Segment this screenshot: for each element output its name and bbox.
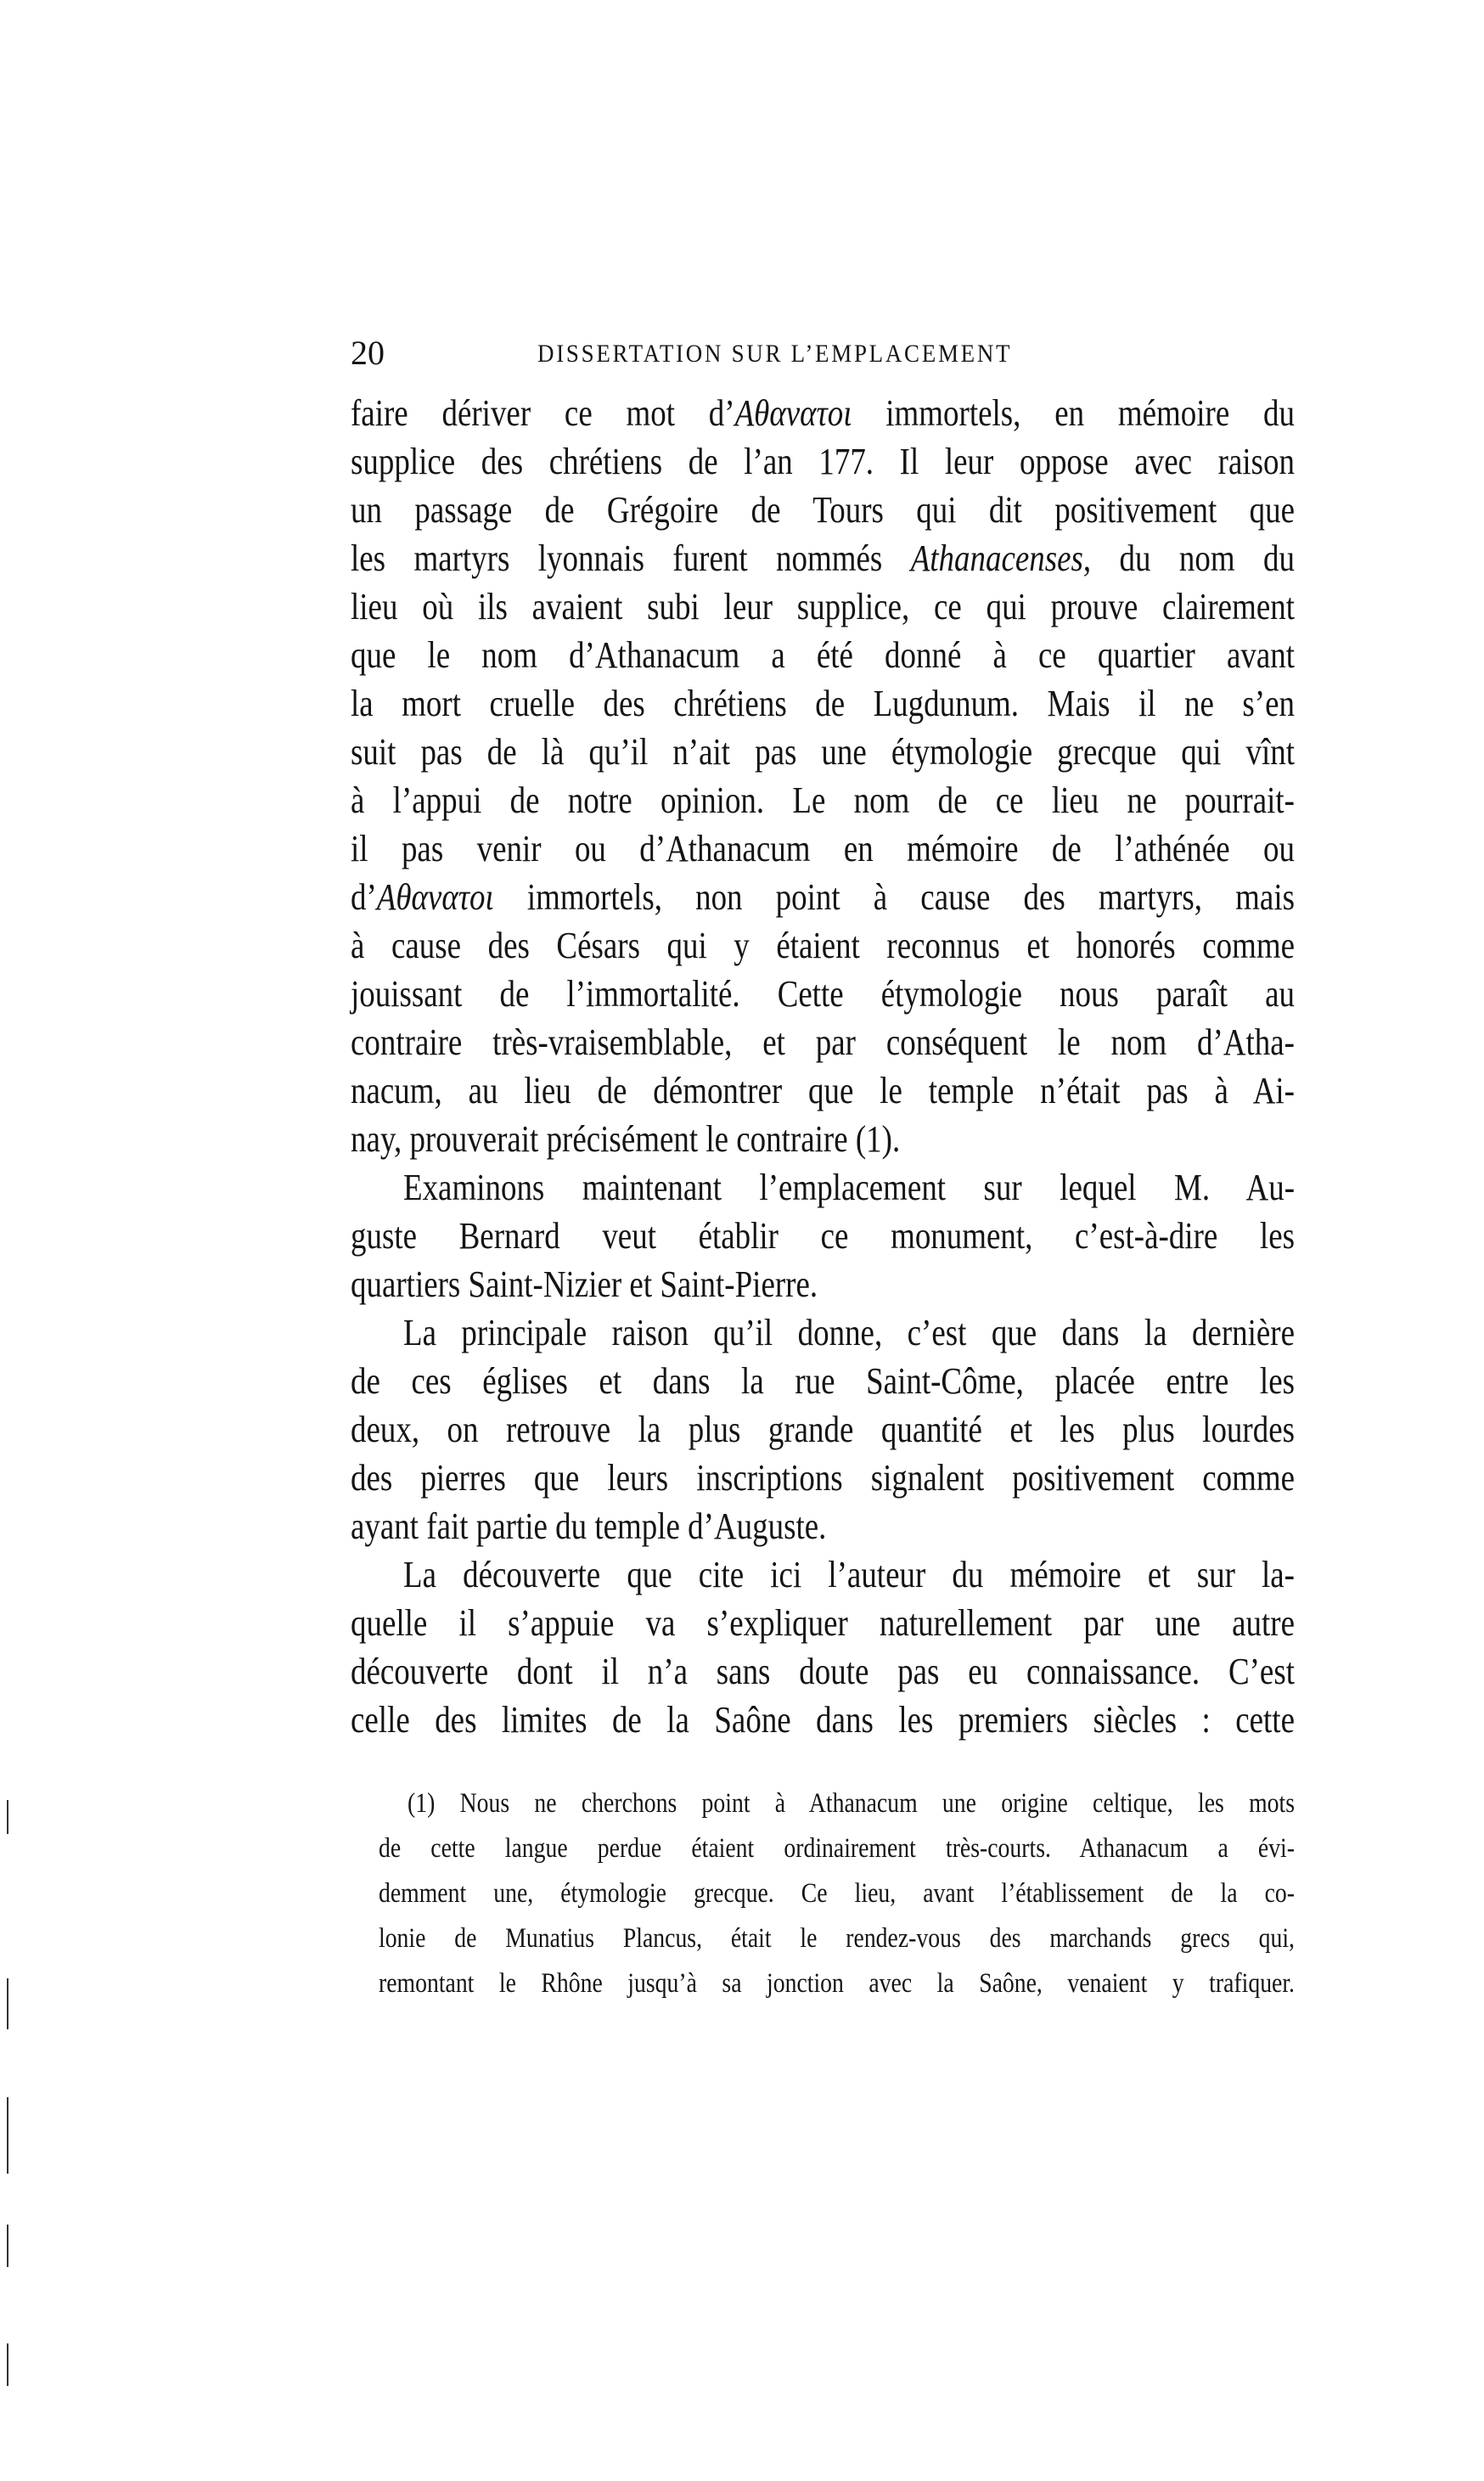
line-text — [351, 488, 1295, 532]
text-line — [351, 1505, 1295, 1549]
text-line — [351, 1263, 1295, 1307]
text-line — [379, 1965, 1295, 2009]
text-line — [351, 1359, 1295, 1404]
text-line — [379, 1830, 1295, 1874]
text-segment: d’ — [351, 876, 377, 918]
text-line — [351, 779, 1295, 823]
text-line — [351, 1117, 1295, 1162]
text-segment: découverte dont il n’a sans doute pas eu connaissance. C’est — [351, 1651, 1295, 1692]
text-line — [351, 585, 1295, 629]
text-segment: (1) Nous ne cherchons point à Athanacum une origine celtique, les mots — [408, 1788, 1295, 1819]
line-text — [351, 1601, 1295, 1646]
text-line — [351, 440, 1295, 484]
text-segment: ayant fait partie du temple d’Auguste. — [351, 1505, 827, 1547]
text-segment: deux, on retrouve la plus grande quantité et les plus lourdes — [351, 1409, 1295, 1450]
text-segment: que le nom d’Athanacum a été donné à ce quartier avant — [351, 634, 1295, 676]
text-segment: contraire très-vraisemblable, et par conséquent le nom d’Atha- — [351, 1021, 1295, 1063]
line-text — [351, 1359, 1295, 1404]
text-line — [351, 924, 1295, 968]
page-number: 20 — [351, 334, 385, 372]
line-text — [351, 537, 1295, 581]
text-segment: il pas venir ou d’Athanacum en mémoire de l’athénée ou — [351, 828, 1295, 869]
text-line — [408, 1785, 1295, 1829]
text-line — [403, 1311, 1295, 1355]
text-segment: quartiers Saint-Nizier et Saint-Pierre. — [351, 1263, 818, 1305]
text-segment: suit pas de là qu’il n’ait pas une étymologie grecque qui vînt — [351, 731, 1295, 773]
line-text — [351, 1263, 1295, 1307]
scan-edge-mark — [7, 1978, 8, 2029]
text-line — [403, 1166, 1295, 1210]
text-segment: à cause des Césars qui y étaient reconnus et honorés comme — [351, 925, 1295, 966]
text-line — [351, 1456, 1295, 1500]
text-segment: jouissant de l’immortalité. Cette étymologie nous paraît au — [351, 973, 1295, 1015]
text-line — [351, 391, 1295, 436]
line-text — [351, 391, 1295, 436]
line-text — [351, 1069, 1295, 1113]
text-segment: celle des limites de la Saône dans les premiers siècles : cette — [351, 1699, 1295, 1741]
line-text — [351, 1021, 1295, 1065]
page-header — [351, 333, 1295, 377]
text-segment: remontant le Rhône jusqu’à sa jonction avec la Saône, venaient y trafiquer. — [379, 1968, 1295, 1999]
text-line — [351, 1650, 1295, 1694]
text-segment: de cette langue perdue étaient ordinairement très-courts. Athanacum a évi- — [379, 1833, 1295, 1864]
line-text — [403, 1553, 1295, 1597]
text-segment: lonie de Munatius Plancus, était le rendez-vous des marchands grecs qui, — [379, 1923, 1295, 1954]
text-segment: Examinons maintenant l’emplacement sur lequel M. Au- — [403, 1167, 1295, 1208]
italic-text: Αθανατοι — [734, 392, 852, 434]
line-text — [351, 827, 1295, 871]
line-text — [379, 1965, 1295, 2002]
text-segment: un passage de Grégoire de Tours qui dit positivement que — [351, 489, 1295, 531]
running-title: DISSERTATION SUR L’EMPLACEMENT — [537, 340, 1013, 368]
line-text — [351, 1650, 1295, 1694]
text-line — [351, 488, 1295, 532]
line-text — [351, 972, 1295, 1016]
text-segment: lieu où ils avaient subi leur supplice, ce qui prouve clairement — [351, 586, 1295, 627]
line-text — [351, 730, 1295, 774]
line-text — [351, 633, 1295, 678]
text-segment: La découverte que cite ici l’auteur du mémoire et sur la- — [403, 1554, 1295, 1595]
text-line — [351, 1601, 1295, 1646]
text-line — [379, 1920, 1295, 1964]
text-line — [351, 827, 1295, 871]
line-text — [351, 1456, 1295, 1500]
text-segment: supplice des chrétiens de l’an 177. Il leur oppose avec raison — [351, 441, 1295, 482]
line-text — [379, 1830, 1295, 1867]
line-text — [403, 1166, 1295, 1210]
line-text — [351, 924, 1295, 968]
line-text — [351, 440, 1295, 484]
text-segment: nacum, au lieu de démontrer que le temple n’était pas à Ai- — [351, 1070, 1295, 1111]
text-line — [351, 1408, 1295, 1452]
italic-text: Αθανατοι — [376, 876, 494, 918]
line-text — [351, 1408, 1295, 1452]
text-segment: guste Bernard veut établir ce monument, c’est-à-dire les — [351, 1215, 1295, 1257]
line-text — [408, 1785, 1295, 1822]
line-text — [351, 779, 1295, 823]
text-line — [351, 1069, 1295, 1113]
text-line — [379, 1875, 1295, 1919]
italic-text: Athanacenses — [910, 537, 1083, 579]
text-segment: nay, prouverait précisément le contraire (1). — [351, 1118, 901, 1160]
text-line — [351, 1021, 1295, 1065]
text-segment: demment une, étymologie grecque. Ce lieu, avant l’établissement de la co- — [379, 1878, 1295, 1909]
line-text — [379, 1875, 1295, 1912]
text-segment: quelle il s’appuie va s’expliquer naturellement par une autre — [351, 1602, 1295, 1644]
text-segment: à l’appui de notre opinion. Le nom de ce lieu ne pourrait- — [351, 779, 1295, 821]
text-line — [351, 682, 1295, 726]
scan-edge-mark — [7, 1800, 8, 1834]
text-line — [351, 972, 1295, 1016]
text-segment: La principale raison qu’il donne, c’est que dans la dernière — [403, 1312, 1295, 1353]
text-segment: des pierres que leurs inscriptions signalent positivement comme — [351, 1457, 1295, 1499]
line-text — [351, 875, 1295, 920]
text-segment: faire dériver ce mot d’ — [351, 392, 735, 434]
line-text — [351, 1698, 1295, 1742]
line-text — [351, 1505, 1295, 1549]
scan-edge-mark — [7, 2097, 8, 2174]
text-line — [351, 1698, 1295, 1742]
scan-edge-mark — [7, 2225, 8, 2267]
line-text — [351, 682, 1295, 726]
text-line — [351, 730, 1295, 774]
line-text — [351, 1214, 1295, 1258]
text-line — [351, 537, 1295, 581]
text-line — [403, 1553, 1295, 1597]
text-segment: de ces églises et dans la rue Saint-Côme, placée entre les — [351, 1360, 1295, 1402]
text-line — [351, 633, 1295, 678]
text-segment: immortels, en mémoire du — [852, 392, 1295, 434]
text-segment: immortels, non point à cause des martyrs, mais — [493, 876, 1295, 918]
text-line — [351, 875, 1295, 920]
line-text — [351, 585, 1295, 629]
line-text — [379, 1920, 1295, 1957]
text-segment: , du nom du — [1082, 537, 1295, 579]
text-segment: les martyrs lyonnais furent nommés — [351, 537, 911, 579]
text-segment: la mort cruelle des chrétiens de Lugdunum. Mais il ne s’en — [351, 683, 1295, 724]
scan-edge-mark — [7, 2343, 8, 2386]
line-text — [403, 1311, 1295, 1355]
line-text — [351, 1117, 1295, 1162]
text-line — [351, 1214, 1295, 1258]
